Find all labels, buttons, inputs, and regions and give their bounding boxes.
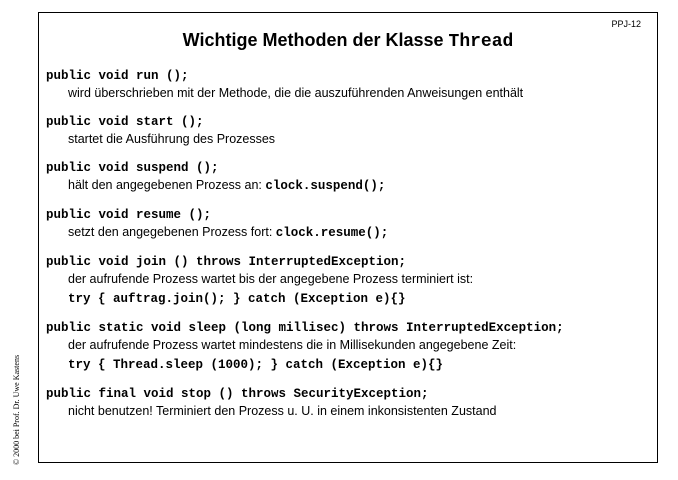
method-suspend [46, 160, 654, 195]
method-join [46, 254, 654, 310]
method-description [46, 176, 654, 195]
code-example: try { auftrag.join(); } catch (Exception e){} [68, 292, 406, 306]
method-signature: public void start (); [46, 115, 204, 129]
slide-id: PPJ-12 [611, 19, 641, 29]
method-description: wird überschrieben mit der Methode, die die auszuführenden Anweisungen enthält [68, 86, 524, 100]
method-resume [46, 207, 654, 242]
method-description: der aufrufende Prozess wartet bis der angegebene Prozess terminiert ist: [68, 272, 474, 286]
method-sleep [46, 320, 654, 376]
method-run [46, 68, 654, 102]
method-list [46, 68, 654, 420]
title-text: Wichtige Methoden der Klasse [182, 30, 449, 50]
method-description: nicht benutzen! Terminiert den Prozess u. U. in einem inkonsistenten Zustand [68, 404, 497, 418]
page-title [39, 30, 657, 52]
description-text: hält den angegebenen Prozess an: [68, 178, 266, 192]
method-signature: public final void stop () throws SecurityException; [46, 387, 429, 401]
method-start [46, 114, 654, 148]
description-text: setzt den angegebenen Prozess fort: [68, 225, 276, 239]
method-description [46, 223, 654, 242]
title-class-name: Thread [448, 32, 514, 52]
method-signature: public static void sleep (long millisec) throws InterruptedException; [46, 321, 564, 335]
method-description: startet die Ausführung des Prozesses [68, 132, 276, 146]
inline-code: clock.resume(); [275, 226, 389, 240]
method-signature: public void suspend (); [46, 161, 219, 175]
method-signature: public void run (); [46, 69, 189, 83]
copyright-note: © 2000 bei Prof. Dr. Uwe Kastens [12, 354, 21, 465]
method-description: der aufrufende Prozess wartet mindestens die in Millisekunden angegebene Zeit: [68, 338, 517, 352]
method-signature: public void join () throws InterruptedException; [46, 255, 407, 269]
method-stop [46, 386, 654, 420]
inline-code: clock.suspend(); [265, 179, 386, 193]
method-signature: public void resume (); [46, 208, 212, 222]
code-example: try { Thread.sleep (1000); } catch (Exception e){} [68, 358, 444, 372]
